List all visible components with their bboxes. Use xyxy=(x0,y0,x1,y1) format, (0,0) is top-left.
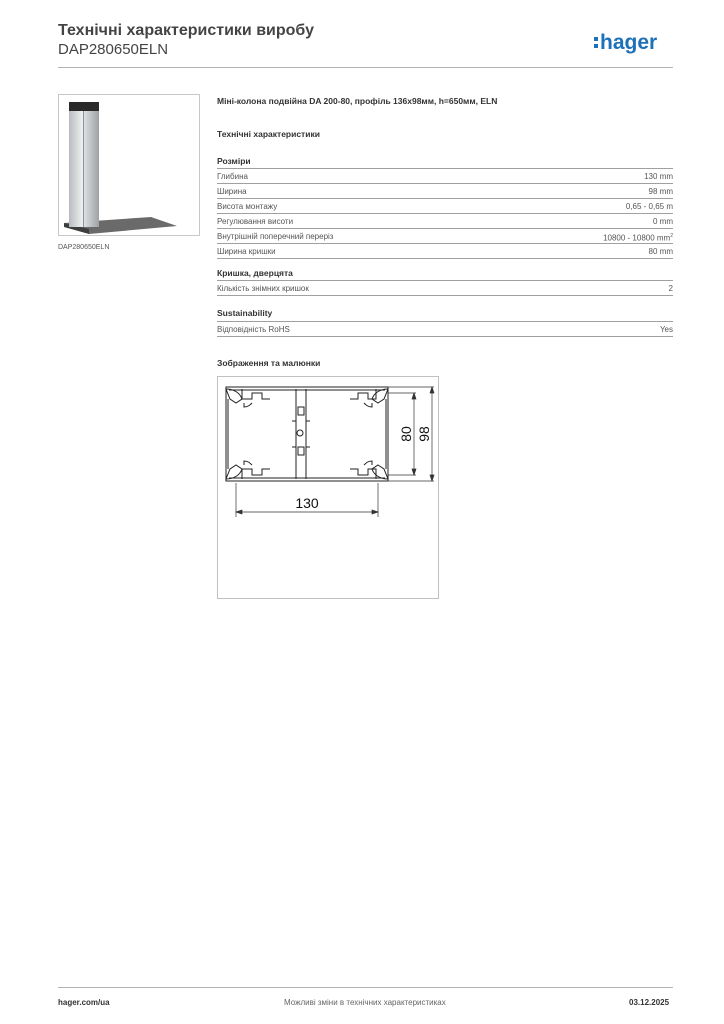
photo-caption: DAP280650ELN xyxy=(58,244,110,251)
spec-value: 0,65 - 0,65 m xyxy=(625,202,673,211)
hager-logo[interactable] xyxy=(592,28,676,56)
column-illustration xyxy=(59,95,199,235)
section-title-dimensions: Розміри xyxy=(217,156,251,166)
logo-text: hager xyxy=(600,31,658,54)
spec-row xyxy=(217,214,673,229)
spec-label: Кількість знімних кришок xyxy=(217,284,309,293)
spec-label: Відповідність RoHS xyxy=(217,325,290,334)
spec-row xyxy=(217,244,673,259)
footer-website-link[interactable]: hager.com/ua xyxy=(58,998,110,1007)
spec-row xyxy=(217,169,673,184)
spec-row xyxy=(217,281,673,296)
unit-superscript: 2 xyxy=(670,233,673,239)
spec-row xyxy=(217,229,673,244)
spec-label: Внутрішній поперечний переріз xyxy=(217,232,334,241)
spec-row xyxy=(217,199,673,214)
header-product-code: DAP280650ELN xyxy=(58,41,169,58)
footer-divider xyxy=(58,987,673,988)
header-divider xyxy=(58,67,673,68)
product-photo xyxy=(58,94,200,236)
spec-row xyxy=(217,322,673,337)
spec-label: Глибина xyxy=(217,172,248,181)
spec-value: 2 xyxy=(668,284,673,293)
dimension-inner-label: 80 xyxy=(398,426,414,442)
spec-label: Висота монтажу xyxy=(217,202,278,211)
footer-date: 03.12.2025 xyxy=(629,998,670,1007)
dimension-width-label: 130 xyxy=(295,495,319,511)
spec-label: Ширина xyxy=(217,187,247,196)
logo-dot-bottom xyxy=(594,44,598,48)
logo-dot-top xyxy=(594,37,598,41)
spec-label: Ширина кришки xyxy=(217,247,276,256)
section-title-sustainability: Sustainability xyxy=(217,308,273,318)
spec-value: 0 mm xyxy=(653,217,673,226)
spec-label: Регулювання висоти xyxy=(217,217,294,226)
spec-value: Yes xyxy=(659,325,673,334)
header-title: Технічні характеристики виробу xyxy=(58,22,314,39)
spec-value: 98 mm xyxy=(648,187,673,196)
section-title-cover: Кришка, дверцята xyxy=(217,268,293,278)
spec-value: 80 mm xyxy=(648,247,673,256)
spec-row xyxy=(217,184,673,199)
dimension-outer-label: 98 xyxy=(416,426,432,442)
tech-heading: Технічні характеристики xyxy=(217,129,320,139)
profile-cross-section xyxy=(218,377,438,598)
spec-value: 10800 - 10800 $mm^2$ xyxy=(603,233,673,243)
spec-panel xyxy=(217,94,673,368)
spec-value: 130 mm xyxy=(644,172,673,181)
images-heading: Зображення та малюнки xyxy=(217,358,321,368)
footer-disclaimer: Можливі зміни в технічних характеристиках xyxy=(284,998,446,1007)
product-name: Міні-колона подвійна DA 200-80, профіль 136x98мм, h=650мм, ELN xyxy=(217,96,498,106)
technical-drawing xyxy=(217,376,439,599)
